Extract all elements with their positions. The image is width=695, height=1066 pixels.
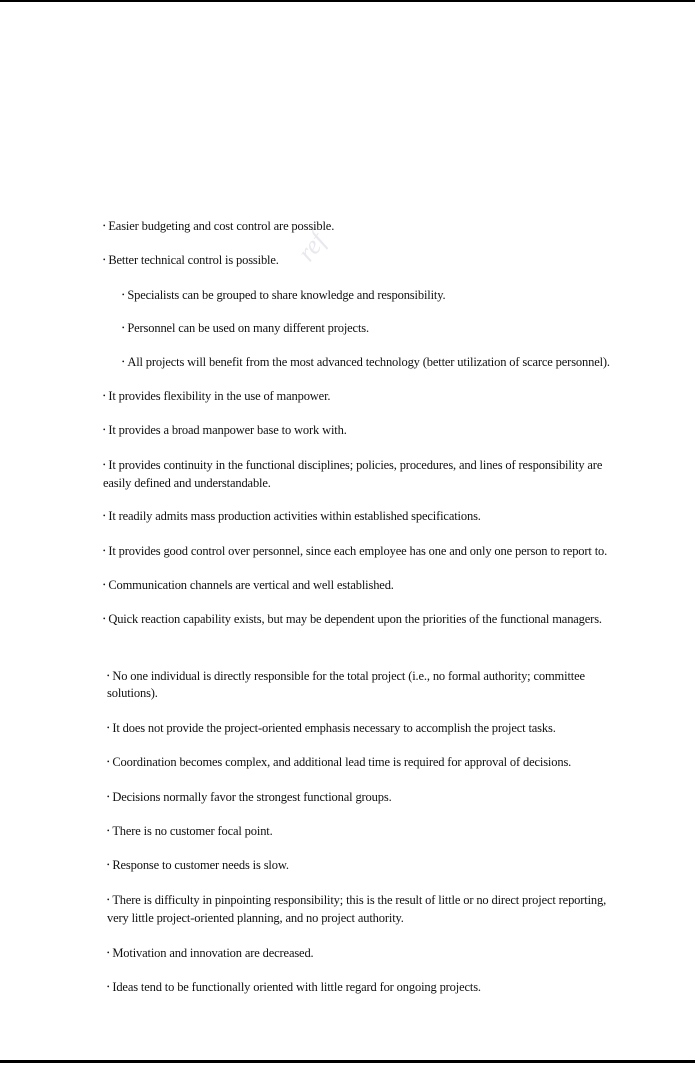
bullet-icon: • [107,861,110,869]
list-item [122,353,610,371]
bullet-icon: • [103,547,106,555]
bullet-icon: • [103,615,106,623]
list-item-text: Quick reaction capability exists, but may be dependent upon the priorities of the functional managers. [108,612,602,626]
list-item-text: Ideas tend to be functionally oriented with little regard for ongoing projects. [112,980,481,994]
top-rule [0,0,695,2]
list-item [103,542,607,560]
list-item-text: No one individual is directly responsible for the total project (i.e., no formal authority; committee [112,669,585,683]
list-item-text: It readily admits mass production activities within established specifications. [108,509,481,523]
watermark: ref [291,226,332,267]
list-item [107,667,585,685]
list-item [103,507,481,525]
list-item [103,387,330,405]
list-item-text: It provides good control over personnel, since each employee has one and only one person to report to. [108,544,608,558]
list-item-text: Motivation and innovation are decreased. [112,946,314,960]
bullet-icon: • [103,512,106,520]
bullet-icon: • [107,949,110,957]
list-item-text: Easier budgeting and cost control are possible. [108,219,335,233]
list-item-text: easily defined and understandable. [103,476,271,490]
list-item-text: Decisions normally favor the strongest functional groups. [112,790,392,804]
bullet-icon: • [103,426,106,434]
list-item [103,456,602,474]
list-item-continuation [103,474,271,492]
bullet-icon: • [103,461,106,469]
bullet-icon: • [107,758,110,766]
list-item [103,421,347,439]
list-item [107,891,606,909]
bullet-icon: • [107,724,110,732]
list-item-text: Personnel can be used on many different projects. [127,321,369,335]
list-item-continuation [107,909,404,927]
bullet-icon: • [107,672,110,680]
list-item-text: There is difficulty in pinpointing responsibility; this is the result of little or no direct project reporting, [112,893,607,907]
list-item [107,822,273,840]
bullet-icon: • [122,358,125,366]
list-item-text: It provides continuity in the functional disciplines; policies, procedures, and lines of responsibility are [108,458,603,472]
bullet-icon: • [107,983,110,991]
bullet-icon: • [107,793,110,801]
list-item [107,788,392,806]
bullet-icon: • [103,256,106,264]
list-item-text: Better technical control is possible. [108,253,279,267]
list-item-text: It provides a broad manpower base to work with. [108,423,347,437]
list-item [103,217,334,235]
bullet-icon: • [107,827,110,835]
list-item-text: It does not provide the project-oriented emphasis necessary to accomplish the project tasks. [112,721,556,735]
list-item [107,753,571,771]
bullet-icon: • [107,896,110,904]
list-item-text: Communication channels are vertical and well established. [108,578,394,592]
list-item-text: Specialists can be grouped to share knowledge and responsibility. [127,288,446,302]
list-item-text: There is no customer focal point. [112,824,273,838]
list-item [103,610,602,628]
list-item [103,251,279,269]
list-item-text: It provides flexibility in the use of manpower. [108,389,331,403]
list-item-text: solutions). [107,686,158,700]
list-item [107,944,314,962]
list-item-text: All projects will benefit from the most advanced technology (better utilization of scarce personnel). [127,355,610,369]
list-item [103,576,394,594]
bullet-icon: • [103,392,106,400]
list-item-text: Response to customer needs is slow. [112,858,289,872]
list-item [107,856,289,874]
list-item [107,719,556,737]
bullet-icon: • [103,222,106,230]
bullet-icon: • [122,291,125,299]
bullet-icon: • [103,581,106,589]
bottom-rule [0,1060,695,1063]
list-item [107,978,481,996]
list-item [122,319,369,337]
bullet-icon: • [122,324,125,332]
list-item-text: very little project-oriented planning, and no project authority. [107,911,404,925]
list-item-continuation [107,684,158,702]
list-item [122,286,446,304]
list-item-text: Coordination becomes complex, and additional lead time is required for approval of decisions. [112,755,572,769]
